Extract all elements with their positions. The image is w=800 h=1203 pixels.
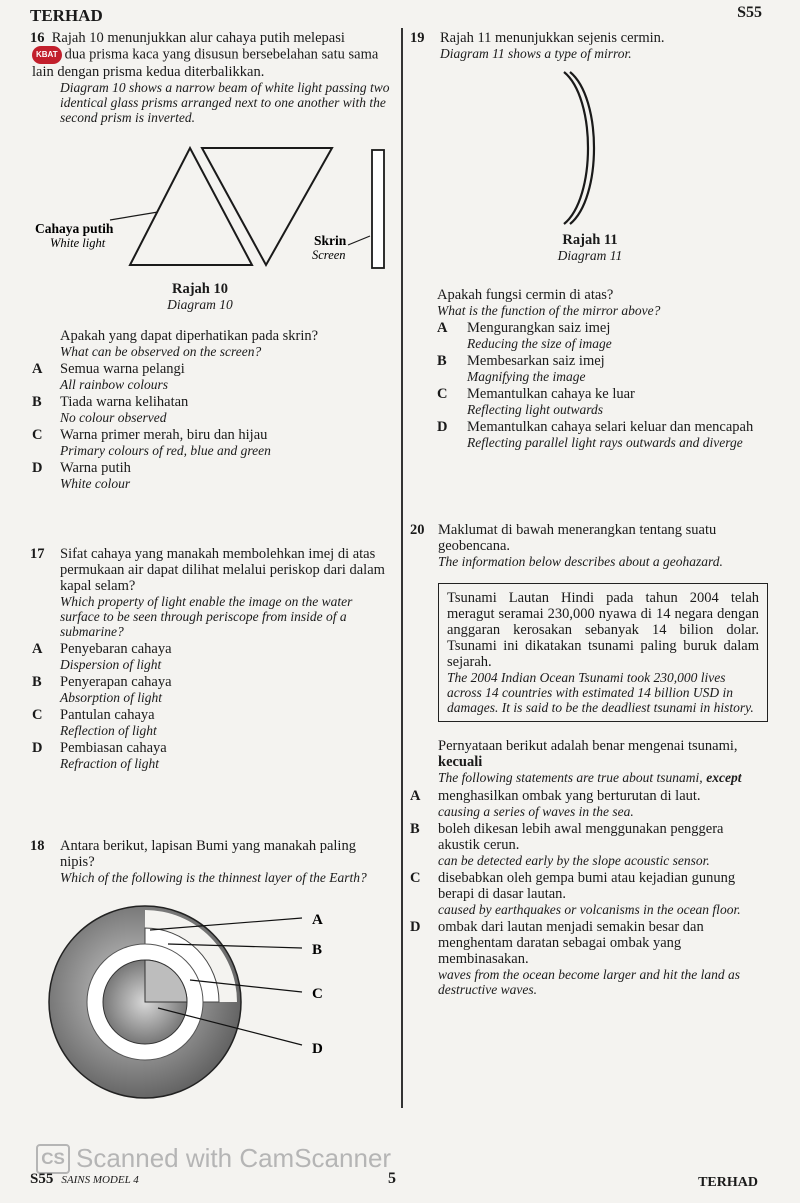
option-a[interactable] [32, 641, 392, 672]
question-16 [30, 30, 392, 125]
option-c[interactable] [32, 427, 395, 458]
header-code: S55 [737, 4, 762, 21]
option-letter: D [32, 460, 43, 476]
caption-en: Diagram 11 [557, 248, 623, 263]
camscanner-watermark [36, 1143, 391, 1174]
option-bm: Memantulkan cahaya ke luar [467, 386, 635, 402]
mirror-inner-curve [570, 72, 594, 224]
option-bm: Pembiasan cahaya [60, 740, 167, 756]
option-a[interactable] [437, 320, 767, 351]
info-box-bm: Tsunami Lautan Hindi pada tahun 2004 telah meragut seramai 230,000 nyawa di 14 negara dengan anggaran kerosakan sebanyak 14 bilion dolar. Tsunami ini dikatakan tsunami paling buruk dalam sejarah. [447, 590, 759, 670]
option-en: Absorption of light [60, 690, 163, 705]
question-stem-en: Diagram 11 shows a type of mirror. [440, 46, 632, 61]
option-en: Magnifying the image [467, 369, 586, 384]
option-c[interactable] [32, 707, 392, 738]
light-beam [110, 212, 158, 220]
option-c[interactable] [437, 386, 767, 417]
question-stem-bm-cont: dua prisma kaca yang disusun bersebelahan satu sama lain dengan prisma kedua diterbalikkan. [32, 46, 379, 80]
question-stem-bm: Rajah 10 menunjukkan alur cahaya putih melepasi [51, 30, 345, 46]
label-c: C [312, 986, 323, 1002]
option-letter: C [437, 386, 448, 402]
option-letter: A [437, 320, 448, 336]
question-stem-en: Which property of light enable the image on the water surface to be seen through periscope from inside of a submarine? [60, 594, 353, 639]
footer-code: S55 [30, 1171, 54, 1187]
watermark-text: Scanned with CamScanner [76, 1143, 392, 1173]
option-bm: Mengurangkan saiz imej [467, 320, 611, 336]
label-d: D [312, 1041, 323, 1057]
question-number: 19 [410, 30, 425, 46]
option-bm: disebabkan oleh gempa bumi atau kejadian gunung berapi di dasar lautan. [438, 870, 736, 902]
caption-en: Diagram 10 [167, 297, 233, 312]
question-stem-bm: Maklumat di bawah menerangkan tentang suatu geobencana. [438, 522, 717, 554]
question-number: 18 [30, 838, 45, 854]
question-20-prompt [438, 738, 768, 786]
question-en: What is the function of the mirror above? [437, 303, 661, 318]
footer-subject: SAINS MODEL 4 [61, 1174, 139, 1186]
option-c[interactable] [410, 870, 768, 917]
question-en: The following statements are true about tsunami, [438, 770, 703, 785]
option-letter: D [410, 919, 421, 935]
option-b[interactable] [437, 353, 767, 384]
question-stem-bm: Rajah 11 menunjukkan sejenis cermin. [440, 30, 665, 46]
question-bm: Pernyataan berikut adalah benar mengenai tsunami, [438, 738, 738, 754]
question-19 [410, 30, 765, 61]
option-en: Reducing the size of image [467, 336, 612, 351]
label-white-light-bm: Cahaya putih [35, 221, 114, 236]
option-bm: ombak dari lautan menjadi semakin besar dan menghentam daratan sebagai ombak yang membinasakan. [438, 919, 704, 967]
option-en: All rainbow colours [60, 377, 169, 392]
option-en: can be detected early by the slope acoustic sensor. [438, 853, 710, 868]
option-en: Primary colours of red, blue and green [60, 443, 271, 458]
option-bm: Warna putih [60, 460, 131, 476]
option-letter: C [32, 427, 43, 443]
option-bm: boleh dikesan lebih awal menggunakan penggera akustik cerun. [438, 821, 724, 853]
label-white-light-en: White light [50, 236, 106, 250]
option-d[interactable] [32, 460, 395, 491]
option-letter: A [410, 788, 421, 804]
question-20 [410, 522, 768, 997]
option-en: causing a series of waves in the sea. [438, 804, 634, 819]
option-en: caused by earthquakes or volcanisms in the ocean floor. [438, 902, 741, 917]
info-box-en: The 2004 Indian Ocean Tsunami took 230,000 lives across 14 countries with estimated 14 billion USD in damages. It is said to be the deadliest tsunami in history. [447, 670, 754, 715]
kbat-badge: KBAT [32, 46, 62, 64]
label-b: B [312, 942, 323, 958]
option-letter: B [32, 394, 42, 410]
question-bm: Apakah yang dapat diperhatikan pada skrin? [60, 328, 319, 344]
label-a: A [312, 912, 323, 928]
caption-bm: Rajah 10 [172, 281, 228, 297]
column-divider [401, 28, 403, 1108]
option-a[interactable] [410, 788, 768, 819]
option-bm: menghasilkan ombak yang berturutan di laut. [438, 788, 701, 804]
question-16-prompt [32, 328, 395, 491]
option-bm: Penyerapan cahaya [60, 674, 172, 690]
question-stem-en: The information below describes about a geohazard. [438, 554, 723, 569]
question-en: What can be observed on the screen? [60, 344, 262, 359]
diagram-10-caption [150, 281, 250, 312]
option-letter: B [410, 821, 420, 837]
question-stem-en: Diagram 10 shows a narrow beam of white light passing two identical glass prisms arranged next to one another with the second prism is inverted. [60, 80, 390, 125]
question-number: 20 [410, 522, 425, 538]
diagram-10-prisms [30, 140, 400, 275]
footer-classification: TERHAD [698, 1175, 758, 1190]
question-number: 16 [30, 30, 45, 46]
camscanner-logo-icon: CS [36, 1144, 70, 1174]
option-letter: A [32, 641, 43, 657]
option-bm: Penyebaran cahaya [60, 641, 172, 657]
option-d[interactable] [437, 419, 767, 450]
question-stem-bm: Antara berikut, lapisan Bumi yang manakah paling nipis? [60, 838, 356, 870]
diagram-earth-layers [40, 900, 340, 1105]
question-bm: Apakah fungsi cermin di atas? [437, 287, 614, 303]
diagram-11-caption [540, 232, 640, 263]
option-bm: Semua warna pelangi [60, 361, 185, 377]
question-stem-en: Which of the following is the thinnest layer of the Earth? [60, 870, 367, 885]
option-en: Reflecting parallel light rays outwards and diverge [467, 435, 743, 450]
option-letter: A [32, 361, 43, 377]
question-17 [30, 546, 392, 771]
option-en: Reflecting light outwards [467, 402, 603, 417]
option-bm: Pantulan cahaya [60, 707, 155, 723]
option-en: No colour observed [60, 410, 167, 425]
question-en-except: except [706, 770, 742, 785]
caption-bm: Rajah 11 [562, 232, 618, 248]
option-en: Dispersion of light [60, 657, 162, 672]
option-a[interactable] [32, 361, 395, 392]
info-box [438, 583, 768, 722]
question-number: 17 [30, 546, 45, 562]
label-screen-bm: Skrin [314, 233, 347, 248]
option-b[interactable] [410, 821, 768, 868]
label-screen-en: Screen [312, 248, 346, 262]
option-letter: D [437, 419, 448, 435]
option-en: waves from the ocean become larger and hit the land as destructive waves. [438, 967, 740, 997]
option-b[interactable] [32, 394, 395, 425]
screen [372, 150, 384, 268]
option-letter: C [410, 870, 421, 886]
screen-pointer [348, 236, 370, 245]
question-19-prompt [437, 287, 767, 450]
option-b[interactable] [32, 674, 392, 705]
option-en: Refraction of light [60, 756, 159, 771]
diagram-11-mirror [556, 68, 616, 228]
question-bm-except: kecuali [438, 754, 483, 770]
footer-left [30, 1171, 139, 1188]
option-bm: Memantulkan cahaya selari keluar dan mencapah [467, 419, 754, 435]
header-classification: TERHAD [30, 6, 103, 25]
option-bm: Membesarkan saiz imej [467, 353, 605, 369]
option-letter: C [32, 707, 43, 723]
option-en: Reflection of light [60, 723, 157, 738]
question-18 [30, 838, 392, 885]
option-letter: B [32, 674, 42, 690]
page-number: 5 [388, 1170, 396, 1187]
option-d[interactable] [410, 919, 768, 997]
option-bm: Tiada warna kelihatan [60, 394, 189, 410]
option-letter: D [32, 740, 43, 756]
option-en: White colour [60, 476, 131, 491]
option-bm: Warna primer merah, biru dan hijau [60, 427, 268, 443]
option-letter: B [437, 353, 447, 369]
question-stem-bm: Sifat cahaya yang manakah membolehkan imej di atas permukaan air dapat dilihat melalui periskop dari dalam kapal selam? [60, 546, 385, 594]
option-d[interactable] [32, 740, 392, 771]
